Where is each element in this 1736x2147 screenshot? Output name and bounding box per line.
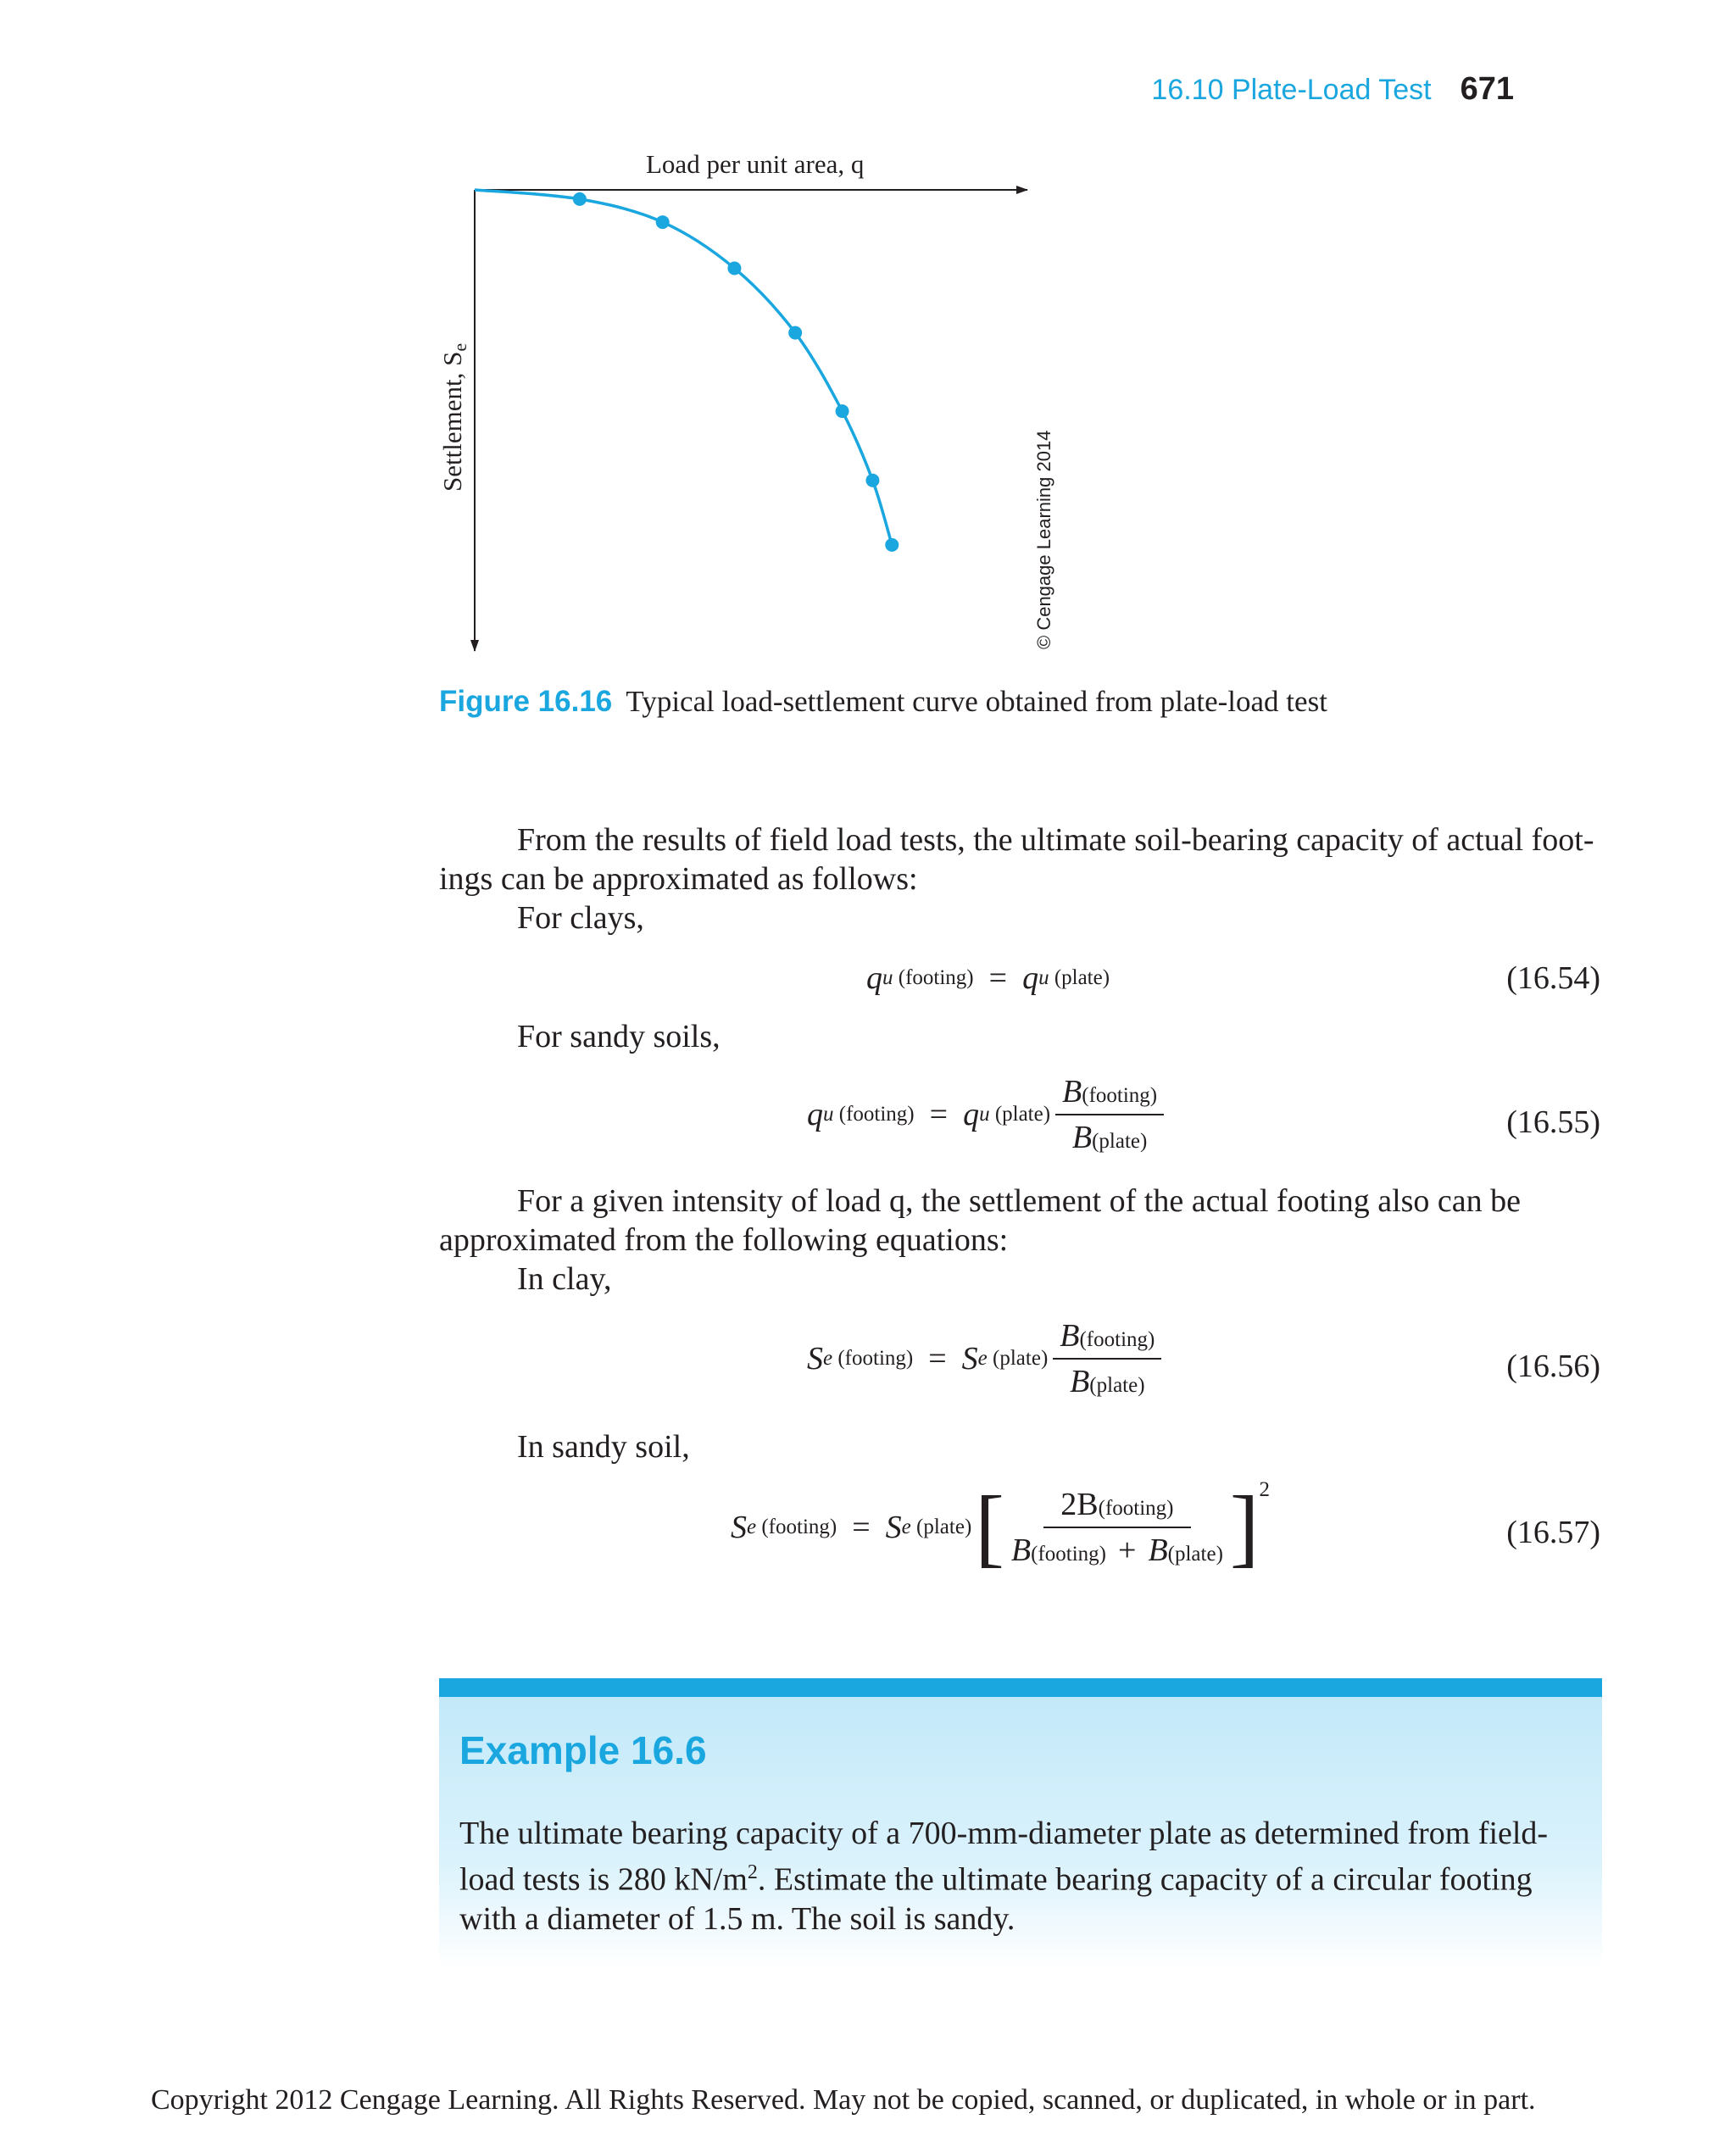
figure-label: Figure 16.16 [439,685,613,718]
data-point-2 [656,215,670,229]
data-points [573,192,899,552]
paragraph-2-line-1: For a given intensity of load q, the settlement of the actual footing also can be [517,1183,1522,1219]
paragraph-1-line-1: From the results of field load tests, the ultimate soil-bearing capacity of actual foot- [517,822,1594,858]
example-title: Example 16.6 [459,1728,707,1772]
paragraph-1-line-2: ings can be approximated as follows: [439,861,918,897]
example-line-3: with a diameter of 1.5 m. The soil is sandy. [459,1900,1015,1937]
data-point-4 [788,326,802,340]
example-line-2: load tests is 280 $kN/m^2$. Estimate the ultimate bearing capacity of a circular footing [459,1861,1533,1898]
paragraph-2-line-2: approximated from the following equations: [439,1222,1009,1258]
data-point-3 [727,261,741,275]
in-clay-label: In clay, [517,1261,612,1297]
y-axis-label [437,343,470,492]
equation-16-55: q u (footing) = q u (plate) $\frac{\text{B(footing)}}{\text{B(plate)}}$ [807,1073,1169,1156]
equation-number-16-54: (16.54) [1506,960,1600,996]
section-title: 16.10 Plate-Load Test [1151,74,1432,106]
example-problem-text [459,1814,1561,1938]
load-settlement-chart [424,136,1102,678]
equation-16-57: S e (footing) = S e (plate) [ $\frac{\text{2B(footing)}}{\text{B(footing) + B(plate)}}$ ] 2 [731,1478,1271,1576]
for-clays-label: For clays, [517,900,644,936]
data-point-1 [573,192,587,206]
caption-text: Typical load-settlement curve obtained from plate-load test [626,685,1327,718]
equation-16-56: S e (footing) = S e (plate) $\frac{\text{B(footing)}}{\text{B(plate)}}$ [807,1317,1166,1400]
copyright-notice: Copyright 2012 Cengage Learning. All Rights Reserved. May not be copied, scanned, or duplicated, in whole or in part. [151,2084,1536,2116]
paragraph-1 [439,820,1602,937]
for-sandy-soils-label: For sandy soils, [517,1019,721,1054]
load-settlement-figure [424,136,1102,678]
example-line-1: The ultimate bearing capacity of a 700-mm-diameter plate as determined from field- [459,1816,1549,1851]
equation-number-16-55: (16.55) [1506,1104,1600,1140]
settlement-curve [475,190,892,545]
figure-caption [439,685,1327,719]
credit-line: © Cengage Learning 2014 [1033,430,1054,649]
data-point-5 [836,404,849,418]
in-sandy-soil-label: In sandy soil, [517,1429,690,1465]
paragraph-2 [439,1182,1602,1299]
y-axis-label-sub: e [449,342,470,352]
data-point-6 [865,474,879,487]
x-axis-label: Load per unit area, q [646,149,865,179]
running-head [1151,71,1514,108]
equation-16-54: q u (footing) = q u (plate) [866,960,1110,996]
data-point-7 [885,538,899,552]
y-axis-label-main: Settlement, S [437,351,467,492]
page-number: 671 [1460,71,1514,107]
equation-number-16-57: (16.57) [1506,1515,1600,1550]
example-box [439,1678,1602,1968]
equation-number-16-56: (16.56) [1506,1349,1600,1384]
